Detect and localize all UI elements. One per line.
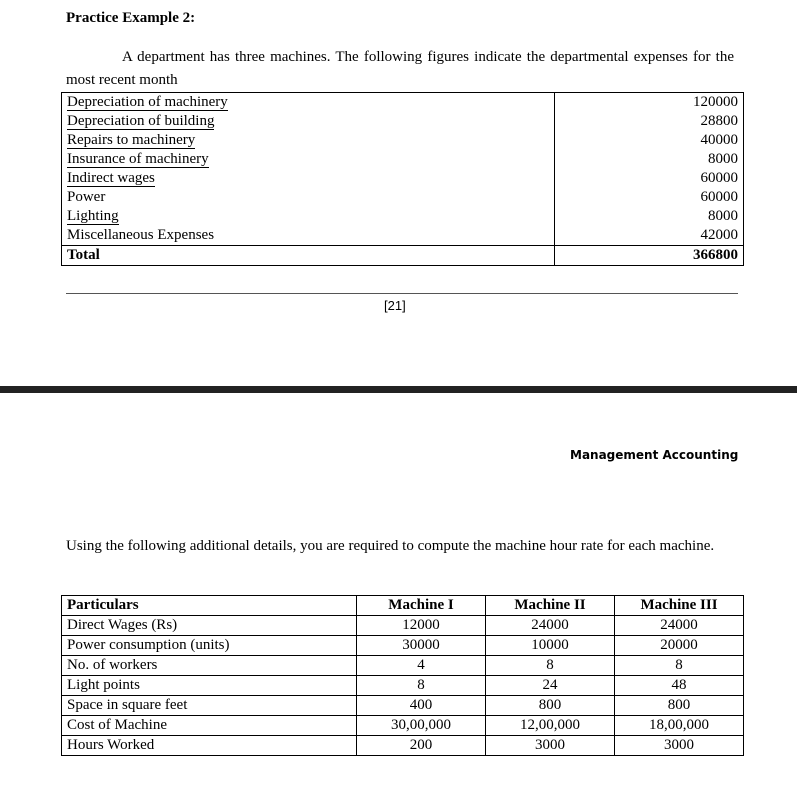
table-row <box>62 696 744 716</box>
table-cell: 800 <box>486 696 615 716</box>
row-label: Direct Wages (Rs) <box>62 616 357 636</box>
table-row <box>62 93 744 113</box>
table-row <box>62 656 744 676</box>
row-label: Cost of Machine <box>62 716 357 736</box>
table-cell: 24000 <box>486 616 615 636</box>
table-cell: 4 <box>357 656 486 676</box>
table-row <box>62 676 744 696</box>
expense-label: Miscellaneous Expenses <box>67 227 215 243</box>
table-cell: 48 <box>615 676 744 696</box>
expense-amount: 40000 <box>555 131 744 150</box>
table-row <box>62 616 744 636</box>
expense-label: Indirect wages <box>67 170 155 186</box>
row-label: Power consumption (units) <box>62 636 357 656</box>
table-row <box>62 736 744 756</box>
table-row <box>62 636 744 656</box>
table-cell: 3000 <box>615 736 744 756</box>
expense-amount: 60000 <box>555 169 744 188</box>
page-number: [21] <box>384 298 406 313</box>
table-cell: 24 <box>486 676 615 696</box>
expense-amount: 8000 <box>555 150 744 169</box>
table-row <box>62 226 744 246</box>
table-cell: 3000 <box>486 736 615 756</box>
column-header: Machine I <box>357 596 486 616</box>
total-amount: 366800 <box>555 246 744 266</box>
table-row <box>62 716 744 736</box>
table-cell: 10000 <box>486 636 615 656</box>
expenses-table <box>61 92 744 266</box>
expense-amount: 8000 <box>555 207 744 226</box>
expense-amount: 42000 <box>555 226 744 246</box>
table-cell: 18,00,000 <box>615 716 744 736</box>
table-cell: 8 <box>615 656 744 676</box>
table-cell: 30,00,000 <box>357 716 486 736</box>
total-row <box>62 246 744 266</box>
table-row <box>62 150 744 169</box>
expense-label: Lighting <box>67 208 119 224</box>
total-label: Total <box>62 246 555 266</box>
column-header: Particulars <box>62 596 357 616</box>
intro-paragraph: A department has three machines. The following figures indicate the departmental expenses for the most recent month <box>66 49 734 88</box>
running-header: Management Accounting <box>570 448 739 462</box>
table-cell: 8 <box>357 676 486 696</box>
table-header-row <box>62 596 744 616</box>
column-header: Machine III <box>615 596 744 616</box>
expense-amount: 28800 <box>555 112 744 131</box>
footer-divider <box>66 293 738 294</box>
table-row <box>62 169 744 188</box>
table-cell: 12,00,000 <box>486 716 615 736</box>
table-cell: 800 <box>615 696 744 716</box>
table-cell: 12000 <box>357 616 486 636</box>
expense-label: Depreciation of machinery <box>67 94 228 110</box>
column-header: Machine II <box>486 596 615 616</box>
expense-label: Insurance of machinery <box>67 151 209 167</box>
table-cell: 400 <box>357 696 486 716</box>
expense-amount: 120000 <box>555 93 744 113</box>
table-cell: 200 <box>357 736 486 756</box>
table-cell: 30000 <box>357 636 486 656</box>
expense-amount: 60000 <box>555 188 744 207</box>
table-row <box>62 188 744 207</box>
expense-label: Depreciation of building <box>67 113 215 129</box>
table-cell: 20000 <box>615 636 744 656</box>
expense-label: Repairs to machinery <box>67 132 196 148</box>
table-row <box>62 112 744 131</box>
machine-details-table <box>61 595 744 756</box>
page-break-bar <box>0 386 797 393</box>
instruction-paragraph: Using the following additional details, you are required to compute the machine hour rate for each machine. <box>66 538 715 554</box>
row-label: Light points <box>62 676 357 696</box>
table-row <box>62 131 744 150</box>
table-cell: 8 <box>486 656 615 676</box>
row-label: Hours Worked <box>62 736 357 756</box>
expense-label: Power <box>67 189 106 205</box>
row-label: Space in square feet <box>62 696 357 716</box>
row-label: No. of workers <box>62 656 357 676</box>
table-cell: 24000 <box>615 616 744 636</box>
table-row <box>62 207 744 226</box>
example-heading: Practice Example 2: <box>66 10 196 26</box>
